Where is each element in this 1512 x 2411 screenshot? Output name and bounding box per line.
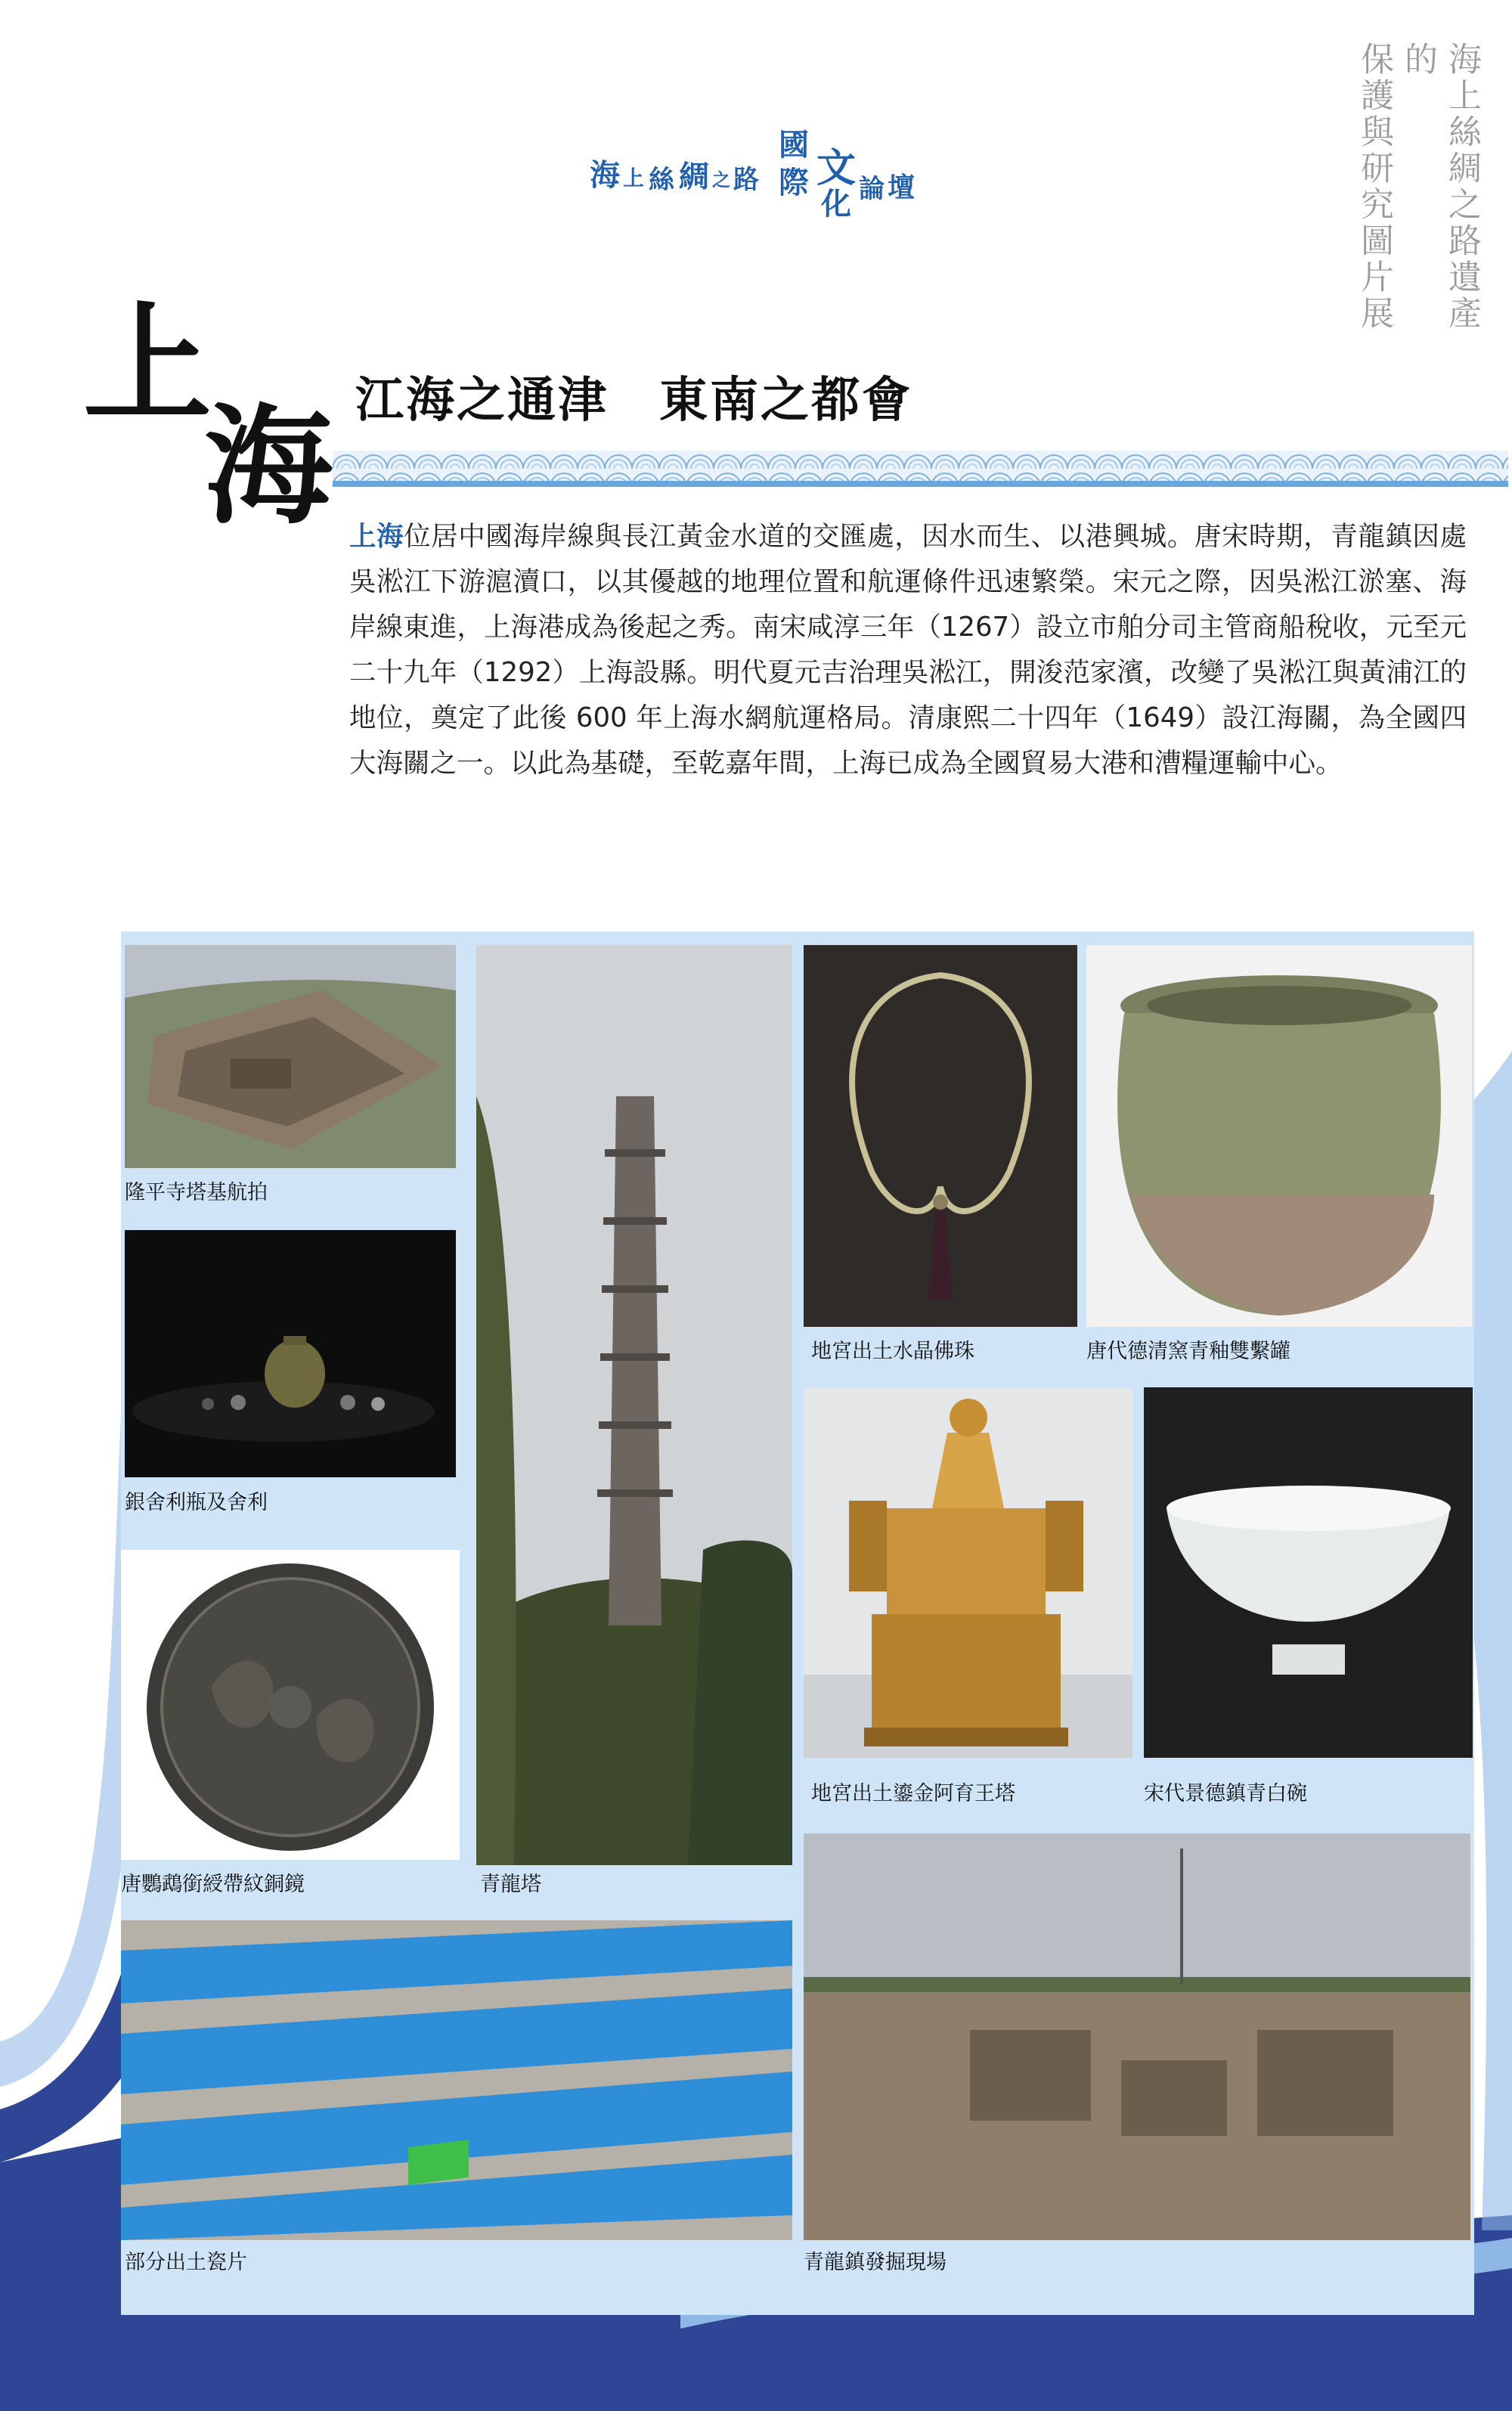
subtitle: 江海之通津 東南之都會 (355, 373, 912, 429)
photo-porcelain-shards (121, 1920, 792, 2240)
caption-photo-6: 唐代德清窯青釉雙繫罐 (1086, 1340, 1290, 1363)
photo-excavation-site (804, 1833, 1470, 2240)
photo-pagoda-base-aerial (125, 945, 456, 1168)
caption-photo-3: 唐鸚鵡銜綬帶紋銅鏡 (121, 1873, 305, 1896)
logo-char: 際 (779, 166, 809, 200)
exhibit-title-line-2: 保護與研究圖片展 (1355, 42, 1393, 332)
wave-band (333, 451, 1508, 487)
caption-photo-2: 銀舍利瓶及舍利 (125, 1491, 268, 1514)
photo-crystal-beads (804, 945, 1077, 1327)
logo-char: 綢 (679, 160, 709, 194)
intro-highlight: 上海 (349, 521, 404, 552)
city-title-char-1: 上 (83, 289, 212, 440)
logo-char: 路 (733, 165, 759, 195)
photo-celadon-jar (1086, 945, 1472, 1327)
exhibit-title-line-1: 海上絲綢之路遺產的 (1399, 42, 1481, 332)
logo-char: 之 (712, 169, 730, 191)
photo-qinglong-pagoda (476, 945, 792, 1865)
caption-photo-10: 青龍鎮發掘現場 (804, 2251, 947, 2274)
logo-char: 國 (779, 128, 809, 163)
exhibit-title (1352, 42, 1483, 359)
forum-logo (590, 121, 922, 227)
caption-photo-9: 部分出土瓷片 (125, 2251, 247, 2274)
photo-bronze-mirror (121, 1550, 460, 1860)
logo-char: 文 (816, 146, 857, 191)
caption-photo-5: 地宮出土水晶佛珠 (811, 1340, 974, 1363)
photo-sarira-bottle (125, 1230, 456, 1477)
intro-paragraph (349, 514, 1467, 786)
logo-char: 化 (821, 187, 851, 222)
caption-photo-4: 青龍塔 (480, 1873, 541, 1896)
caption-photo-8: 宋代景德鎮青白碗 (1144, 1782, 1307, 1805)
caption-photo-7: 地宮出土鎏金阿育王塔 (811, 1782, 1015, 1805)
caption-photo-1: 隆平寺塔基航拍 (125, 1181, 268, 1204)
intro-text: 位居中國海岸線與長江黃金水道的交匯處，因水而生、以港興城。唐宋時期，青龍鎮因處吳淞江下游滬瀆口，以其優越的地理位置和航運條件迅速繁榮。宋元之際，因吳淞江淤塞、海岸線東進，上海港成為後起之秀。南宋咸淳三年（1267）設立市舶分司主管商船稅收，元至元二十九年（1292）上海設縣。明代夏元吉治理吳淞江，開浚范家濱，改變了吳淞江與黃浦江的地位，奠定了此後 600 年上海水網航運格局。清康熙二十四年（1649）設江海關，為全國四大海關之一。以此為基礎，至乾嘉年間，上海已成為全國貿易大港和漕糧運輸中心。 (349, 521, 1467, 779)
logo-char: 論 (859, 174, 885, 204)
logo-char: 絲 (649, 165, 674, 195)
logo-char: 壇 (888, 172, 916, 203)
photo-qingbai-bowl (1144, 1387, 1473, 1758)
city-title-char-2: 海 (204, 391, 333, 542)
logo-char: 上 (623, 166, 645, 191)
photo-ashoka-stupa (804, 1387, 1132, 1758)
logo-char: 海 (590, 158, 620, 193)
